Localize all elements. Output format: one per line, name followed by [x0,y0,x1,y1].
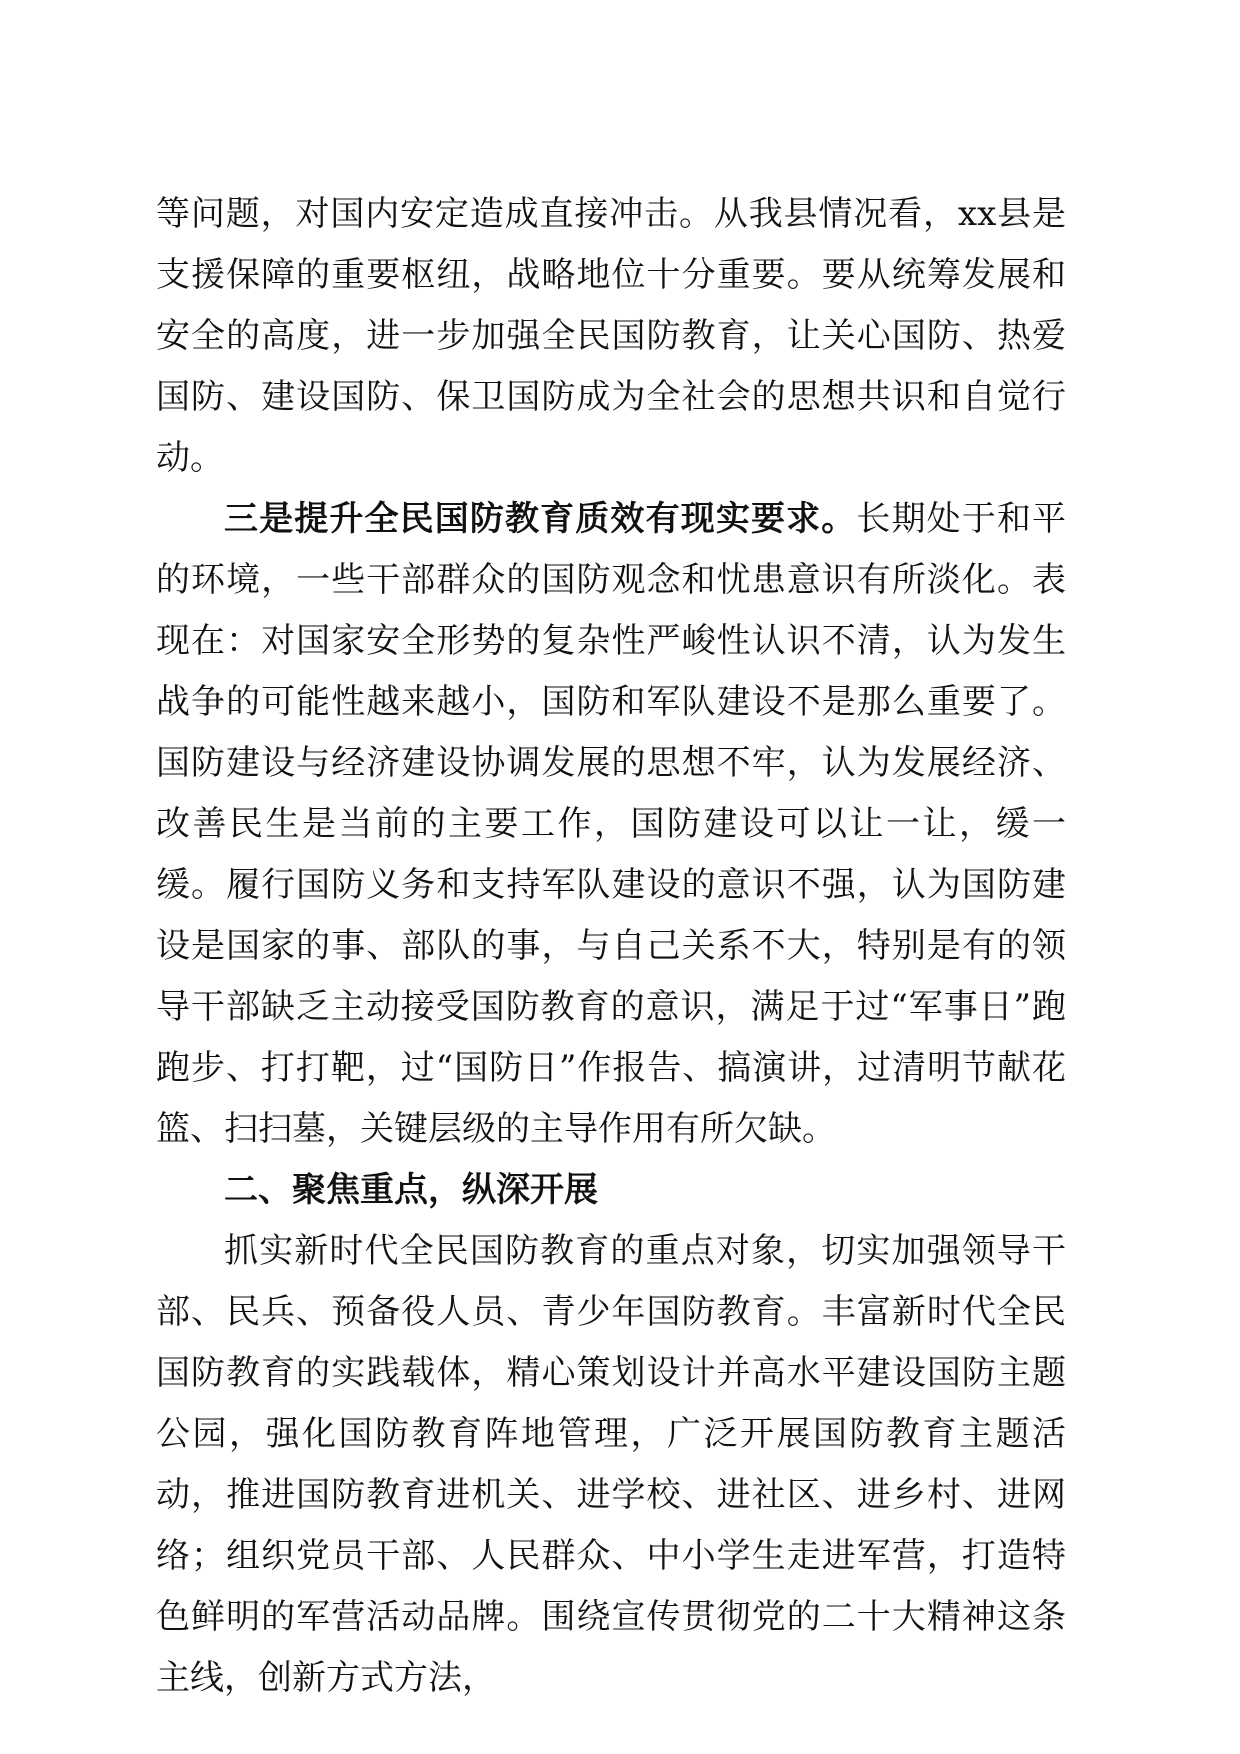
paragraph-continuation: 等问题，对国内安定造成直接冲击。从我县情况看，xx县是支援保障的重要枢纽，战略地位十分重要。要从统筹发展和安全的高度，进一步加强全民国防教育，让关心国防、热爱国防、建设国防、保卫国防成为全社会的思想共识和自觉行动。 [156,194,1066,478]
paragraph-section-two: 抓实新时代全民国防教育的重点对象，切实加强领导干部、民兵、预备役人员、青少年国防教育。丰富新时代全民国防教育的实践载体，精心策划设计并高水平建设国防主题公园，强化国防教育阵地管理，广泛开展国防教育主题活动，推进国防教育进机关、进学校、进社区、进乡村、进网络；组织党员干部、人民群众、中小学生走进军营，打造特色鲜明的军营活动品牌。围绕宣传贯彻党的二十大精神这条主线，创新方式方法， [156,1231,1066,1698]
document-page [156,184,1066,1709]
paragraph-point-three [156,489,1066,1160]
paragraph-body: 长期处于和平的环境，一些干部群众的国防观念和忧患意识有所淡化。表现在：对国家安全形势的复杂性严峻性认识不清，认为发生战争的可能性越来越小，国防和军队建设不是那么重要了。国防建设与经济建设协调发展的思想不牢，认为发展经济、改善民生是当前的主要工作，国防建设可以让一让，缓一缓。履行国防义务和支持军队建设的意识不强，认为国防建设是国家的事、部队的事，与自己关系不大，特别是有的领导干部缺乏主动接受国防教育的意识，满足于过“军事日”跑跑步、打打靶，过“国防日”作报告、搞演讲，过清明节献花篮、扫扫墓，关键层级的主导作用有所欠缺。 [156,499,1067,1149]
section-heading: 二、聚焦重点，纵深开展 [224,1170,598,1210]
paragraph-lead-sentence: 三是提升全民国防教育质效有现实要求。 [224,499,857,539]
